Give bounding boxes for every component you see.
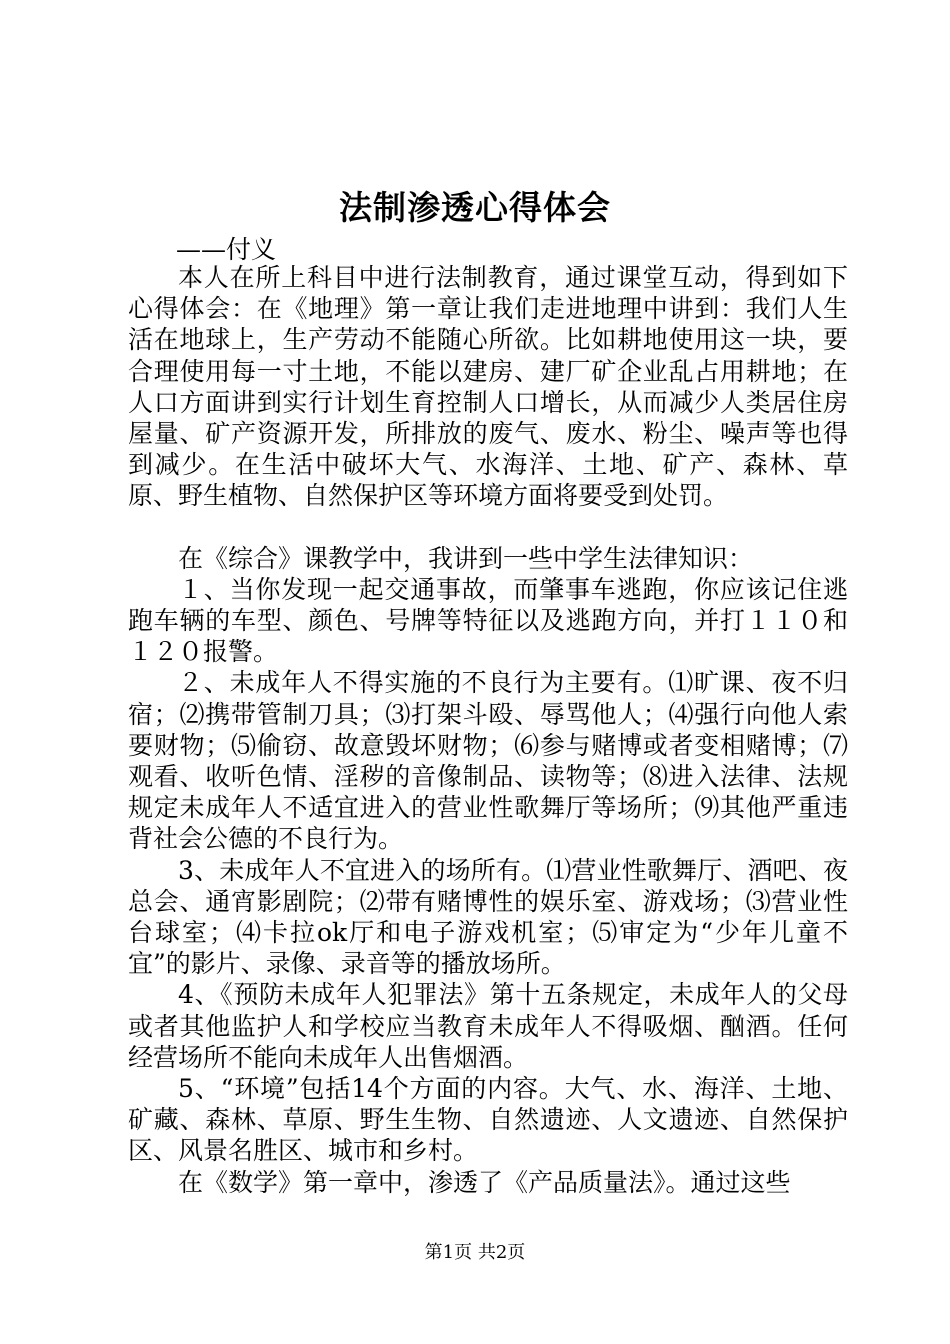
- paragraph-math: 在《数学》第一章中，渗透了《产品质量法》。通过这些: [178, 1167, 791, 1197]
- paragraph-item-1: １、当你发现一起交通事故，而肇事车逃跑，你应该记住逃跑车辆的车型、颜色、号牌等特征以及逃跑方向，并打１１０和１２０报警。: [128, 574, 848, 667]
- paragraph-comprehensive-intro: 在《综合》课教学中，我讲到一些中学生法律知识：: [178, 543, 754, 573]
- paragraph-item-2: ２、未成年人不得实施的不良行为主要有。⑴旷课、夜不归宿；⑵携带管制刀具；⑶打架斗殴、辱骂他人；⑷强行向他人索要财物；⑸偷窃、故意毁坏财物；⑹参与赌博或者变相赌博；⑺观看、收听色情、淫秽的音像制品、读物等；⑻进入法律、法规规定未成年人不适宜进入的营业性歌舞厅等场所；⑼其他严重违背社会公德的不良行为。: [128, 668, 848, 854]
- paragraph-geography: 本人在所上科目中进行法制教育，通过课堂互动，得到如下心得体会：在《地理》第一章让我们走进地理中讲到：我们人生活在地球上，生产劳动不能随心所欲。比如耕地使用这一块，要合理使用每一寸土地，不能以建房、建厂矿企业乱占用耕地；在人口方面讲到实行计划生育控制人口增长，从而减少人类居住房屋量、矿产资源开发，所排放的废气、废水、粉尘、噪声等也得到减少。在生活中破坏大气、水海洋、土地、矿产、森林、草原、野生植物、自然保护区等环境方面将要受到处罚。: [128, 263, 848, 511]
- document-title: 法制渗透心得体会: [339, 188, 611, 227]
- document-body: [128, 262, 848, 1198]
- paragraph-item-4: 4、《预防未成年人犯罪法》第十五条规定，未成年人的父母或者其他监护人和学校应当教育未成年人不得吸烟、酗酒。任何经营场所不能向未成年人出售烟酒。: [128, 980, 848, 1072]
- page-number-footer: 第1页 共2页: [424, 1242, 526, 1263]
- paragraph-item-3: 3、未成年人不宜进入的场所有。⑴营业性歌舞厅、酒吧、夜总会、通宵影剧院；⑵带有赌博性的娱乐室、游戏场；⑶营业性台球室；⑷卡拉ok厅和电子游戏机室；⑸审定为“少年儿童不宜”的影片、录像、录音等的播放场所。: [128, 855, 848, 979]
- author-line: ——付义: [176, 235, 277, 264]
- paragraph-item-5: 5、“环境”包括14个方面的内容。大气、水、海洋、土地、矿藏、森林、草原、野生生物、自然遗迹、人文遗迹、自然保护区、风景名胜区、城市和乡村。: [128, 1074, 848, 1166]
